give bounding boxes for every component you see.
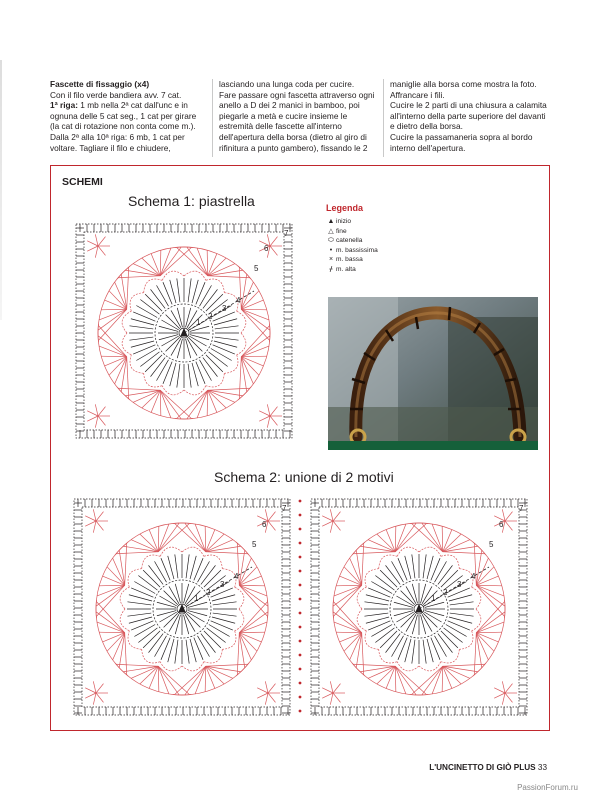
round-number: 1 [194,594,199,603]
instructions-column-3 [390,79,550,153]
round-number: 6 [264,244,269,253]
legend-item-bassa [326,255,466,265]
instruction-text [50,100,206,132]
column-divider [212,79,213,157]
section-heading: Fascette di fissaggio (x4) [50,79,150,89]
round-number: 4 [236,296,241,305]
round-number: 3 [457,580,462,589]
schema2-motif-left [66,491,298,723]
single-crochet-icon: × [328,256,334,264]
round-number: 7 [284,229,289,238]
round-number: 2 [443,588,448,597]
legend-label: m. bassissima [336,246,378,254]
instructions-columns [50,79,550,159]
end-icon: △ [328,227,334,235]
instruction-text: Con il filo verde bandiera avv. 7 cat. [50,89,182,100]
round-number: 2 [206,588,211,597]
chain-icon: ⬭ [328,237,334,245]
page-number: 33 [537,763,547,772]
legend [326,203,466,275]
crochet-chart [303,491,535,723]
row-label: 1ª riga: [50,100,78,111]
magazine-name: L'UNCINETTO DI GIÒ PLUS [429,763,536,772]
schema2-motif-right [303,491,535,723]
schema1-title: Schema 1: piastrella [128,193,255,209]
join-dots [295,491,305,723]
round-number: 5 [489,540,494,549]
row-text: 1 mb nella 2ª cat dall'unc e in ognuna delle 5 cat seg., 1 cat per girare (la cat di rotazione non conta come m.). [50,100,197,132]
legend-label: m. alta [336,265,356,273]
legend-item-inizio [326,217,466,227]
round-number: 1 [431,594,436,603]
schema1-diagram [68,216,300,446]
instructions-column-1 [50,79,206,153]
instruction-text: maniglie alla borsa come mostra la foto. Affrancare i fili. [390,79,537,100]
legend-title: Legenda [326,203,364,213]
instruction-text: Dalla 2ª alla 10ª riga: 6 mb, 1 cat per voltare. Tagliare il filo e chiudere, [50,131,185,153]
instruction-text: Cucire le 2 parti di una chiusura a calamita all'interno della parte superiore del davanti e dietro della borsa. [390,100,547,132]
round-number: 4 [234,572,239,581]
schemi-title: SCHEMI [62,176,103,188]
round-number: 6 [499,520,504,529]
schemi-box [50,165,550,731]
round-number: 4 [471,572,476,581]
crochet-chart [66,491,298,723]
legend-item-alta [326,265,466,275]
instructions-column-2 [219,79,377,153]
page-footer [429,763,547,772]
round-number: 3 [220,580,225,589]
round-number: 1 [196,318,201,327]
round-number: 5 [254,264,259,273]
round-number: 7 [519,504,524,513]
start-icon: ▲ [327,218,335,225]
round-number: 5 [252,540,257,549]
round-number: 2 [208,312,213,321]
instruction-text: lasciando una lunga coda per cucire. [219,79,355,89]
legend-label: inizio [336,218,352,225]
legend-item-bassissima [326,246,466,256]
legend-label: m. bassa [336,256,363,264]
watermark: PassionForum.ru [517,783,578,792]
bamboo-handle-photo [328,297,538,450]
legend-label: fine [336,227,347,235]
photo-illustration [328,297,538,450]
legend-item-catenella [326,236,466,246]
instruction-text: Cucire la passamaneria sopra al bordo interno dell'apertura. [390,131,533,153]
slip-stitch-icon: • [329,246,333,254]
legend-label: catenella [336,237,363,245]
schema2-title: Schema 2: unione di 2 motivi [214,469,394,485]
page-edge-shadow [0,60,2,320]
round-number: 6 [262,520,267,529]
crochet-chart [68,216,300,446]
round-number: 3 [222,304,227,313]
legend-item-fine [326,227,466,237]
instruction-text: Fare passare ogni fascetta attraverso ogni anello a D dei 2 manici in bamboo, poi piegarle a metà e cucire insieme le estremità delle fascette all'interno dell'apertura della borsa (dietro al giro di rifinitura a punto gambero), fissando le 2 [219,89,375,153]
double-crochet-icon: ᚋ [329,265,333,273]
round-number: 7 [282,504,287,513]
column-divider [383,79,384,157]
